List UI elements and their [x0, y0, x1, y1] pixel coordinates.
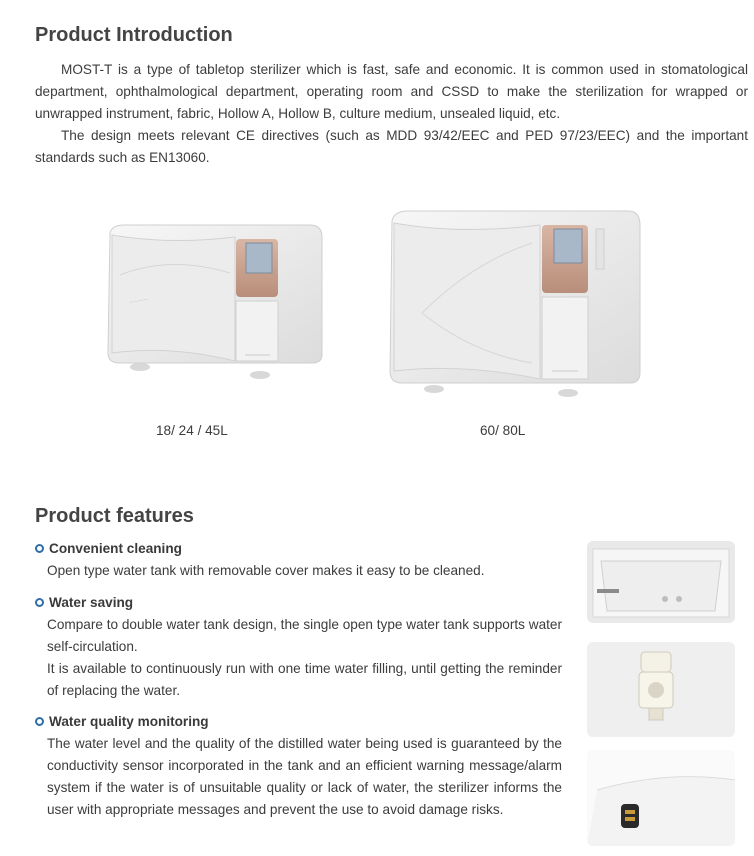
- section-title-features: Product features: [35, 505, 194, 527]
- section-title-introduction: Product Introduction: [35, 24, 233, 46]
- feature-text-cleaning: [47, 560, 562, 582]
- intro-paragraph-1: MOST-T is a type of tabletop sterilizer which is fast, safe and economic. It is common used in stomatological department, ophthalmological department, operating room and CSSD to make the sterilization for wrapped or unwrapped instrument, fabric, Hollow A, Hollow B, culture medium, unsealed liquid, etc.: [35, 62, 748, 121]
- sterilizer-large-image: [382, 203, 648, 403]
- bullet-icon: [35, 598, 44, 607]
- feature-title-text: Convenient cleaning: [49, 541, 182, 556]
- feature-line: Open type water tank with removable cover makes it easy to be cleaned.: [47, 563, 485, 578]
- product-caption-small: 18/ 24 / 45L: [156, 423, 228, 438]
- svg-text:~~~~: ~~~~: [128, 294, 149, 307]
- bullet-icon: [35, 544, 44, 553]
- sterilizer-small-image: [100, 215, 330, 385]
- feature-title-cleaning: [35, 541, 182, 556]
- feature-title-water-quality: [35, 714, 209, 729]
- feature-title-water-saving: [35, 595, 133, 610]
- feature-title-text: Water saving: [49, 595, 134, 610]
- feature-text-water-saving: [47, 614, 562, 702]
- feature-text-water-quality: [47, 733, 562, 821]
- bullet-icon: [35, 717, 44, 726]
- intro-paragraph-2: The design meets relevant CE directives (such as MDD 93/42/EEC and PED 97/23/EEC) and the important standards such as EN13060.: [35, 128, 748, 165]
- feature-title-text: Water quality monitoring: [49, 714, 209, 729]
- feature-line: It is available to continuously run with one time water filling, until getting the reminder of replacing the water.: [47, 661, 562, 698]
- product-caption-large: 60/ 80L: [480, 423, 526, 438]
- feature-line: The water level and the quality of the distilled water being used is guaranteed by the conductivity sensor incorporated in the tank and an efficient warning message/alarm system if the water is of unsuitable quality or lack of water, the sterilizer informs the user with appropriate messages and prevent the use to avoid damage risks.: [47, 736, 562, 817]
- water-tank-photo: [587, 541, 735, 623]
- conductivity-sensor-photo: [587, 750, 735, 846]
- feature-line: Compare to double water tank design, the single open type water tank supports water self-circulation.: [47, 617, 562, 654]
- water-filter-photo: [587, 642, 735, 737]
